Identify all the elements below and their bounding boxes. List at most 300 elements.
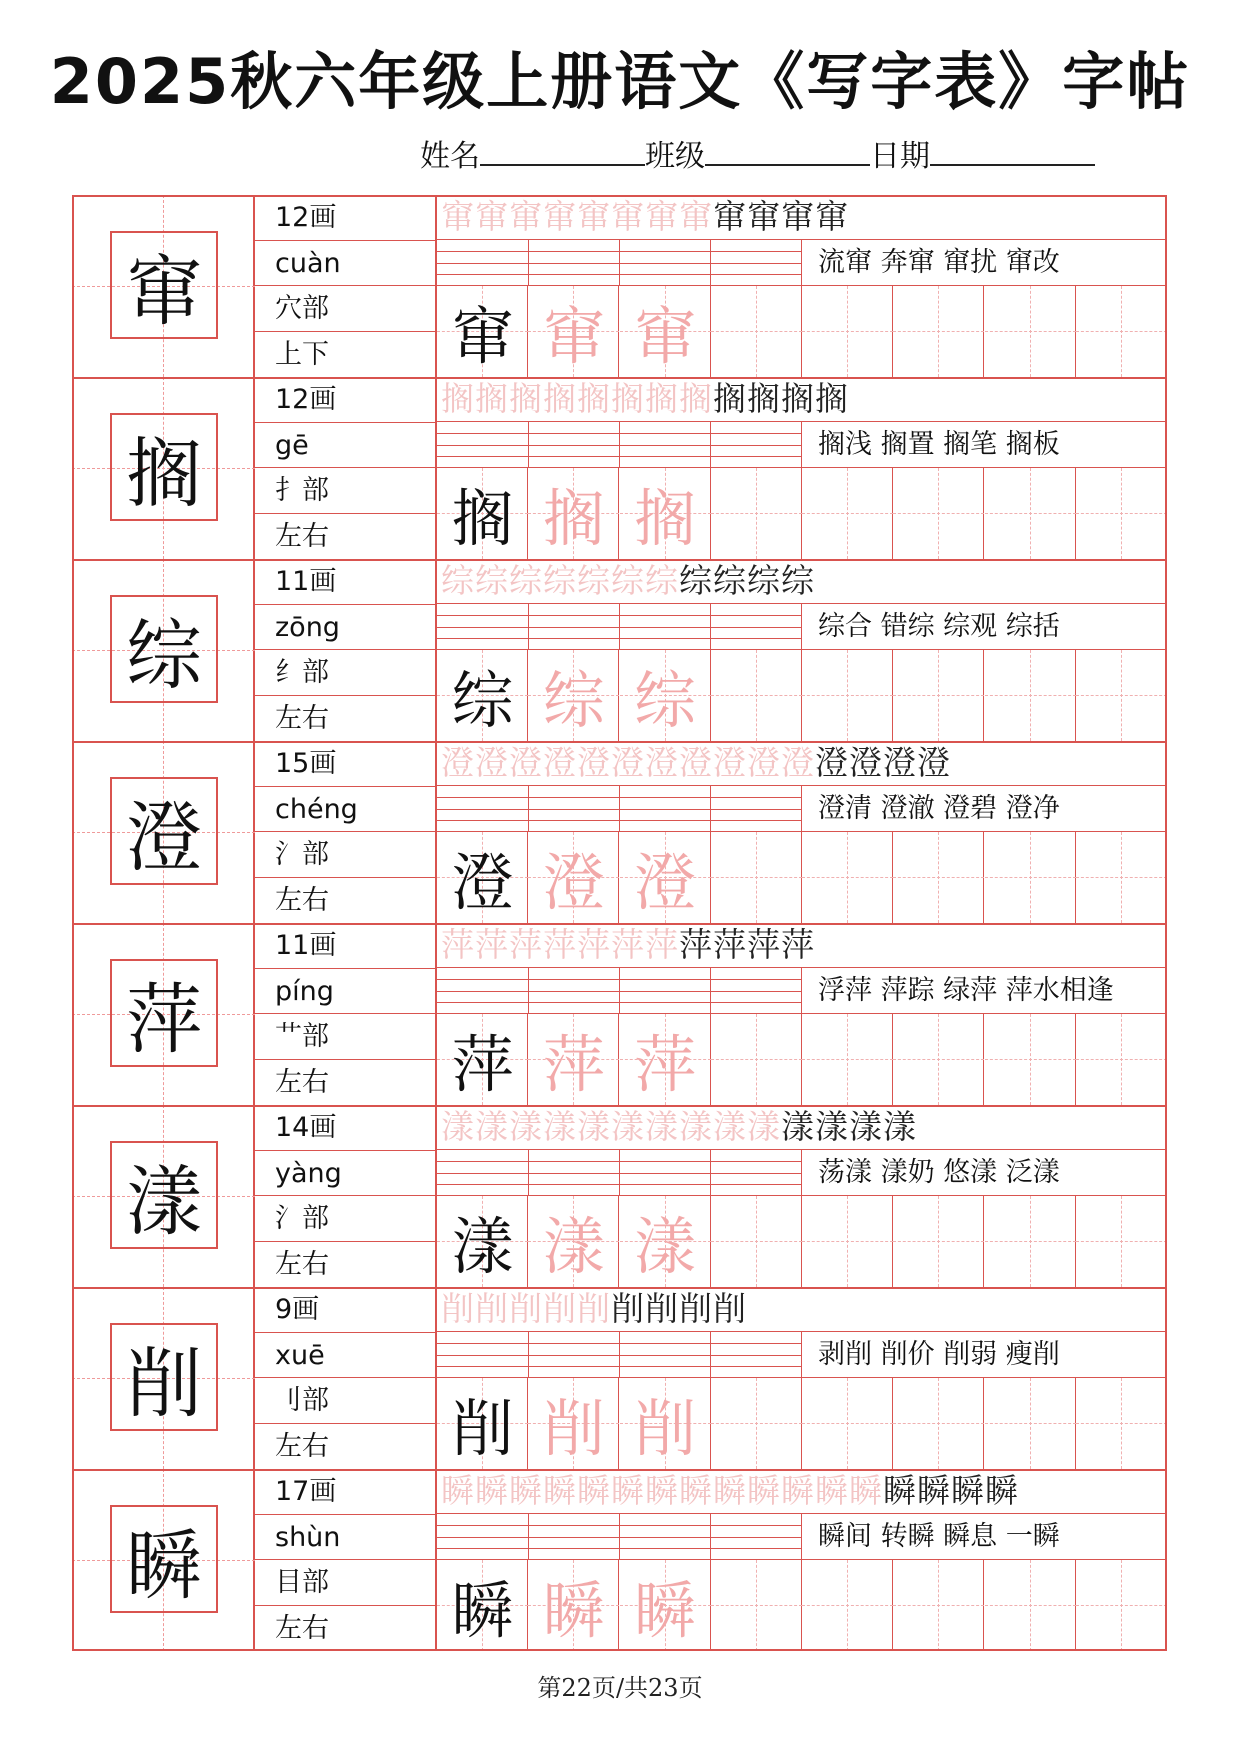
writing-box[interactable] — [437, 286, 528, 377]
stroke-step: 瞬 — [713, 1471, 747, 1510]
model-character: 削 — [451, 1392, 514, 1465]
stroke-step: 瞬 — [815, 1471, 849, 1510]
guide-line — [893, 1605, 984, 1606]
stroke-step: 削 — [441, 1289, 475, 1328]
info-strokes: 12画 — [255, 195, 437, 241]
guide-line — [1076, 1423, 1167, 1424]
big-character-cell — [72, 923, 255, 1105]
stroke-step: 漾 — [849, 1107, 883, 1146]
stroke-step: 瞬 — [985, 1471, 1019, 1510]
stroke-step: 萍 — [713, 925, 747, 964]
name-blank[interactable] — [480, 136, 645, 166]
writing-box[interactable] — [620, 1560, 711, 1651]
pinyin-divider — [619, 1332, 620, 1378]
writing-box[interactable] — [802, 468, 893, 559]
writing-box[interactable] — [1076, 1014, 1167, 1105]
guide-line — [802, 1605, 893, 1606]
writing-box[interactable] — [1076, 1196, 1167, 1287]
stroke-step: 澄 — [781, 743, 815, 782]
writing-box[interactable] — [802, 1196, 893, 1287]
trace-character: 窜 — [633, 300, 696, 373]
row-divider — [72, 377, 1167, 379]
date-blank[interactable] — [930, 136, 1095, 166]
character-row — [72, 377, 1167, 559]
example-words: 搁浅 搁置 搁笔 搁板 — [801, 422, 1167, 468]
stroke-step: 削 — [645, 1289, 679, 1328]
guide-line — [893, 695, 984, 696]
writing-box[interactable] — [711, 1378, 802, 1469]
pinyin-writing-grid[interactable] — [437, 604, 801, 650]
stroke-step: 漾 — [747, 1107, 781, 1146]
practice-area — [437, 923, 1167, 1105]
info-radical: 扌部 — [255, 468, 437, 514]
info-pinyin: gē — [255, 423, 437, 469]
guide-line — [985, 1605, 1076, 1606]
info-strokes: 15画 — [255, 741, 437, 787]
character-row — [72, 741, 1167, 923]
stroke-step: 削 — [611, 1289, 645, 1328]
guide-line — [1076, 1241, 1167, 1242]
guide-line — [802, 1241, 893, 1242]
trace-character: 削 — [542, 1392, 605, 1465]
stroke-order-row — [437, 923, 1167, 968]
info-strokes: 11画 — [255, 923, 437, 969]
stroke-step: 瞬 — [679, 1471, 713, 1510]
stroke-step: 综 — [475, 561, 509, 600]
row-divider — [72, 1105, 1167, 1107]
guide-line — [1076, 877, 1167, 878]
writing-box[interactable] — [437, 468, 528, 559]
stroke-step: 萍 — [679, 925, 713, 964]
big-character: 搁 — [110, 413, 218, 521]
stroke-step: 削 — [475, 1289, 509, 1328]
pinyin-divider — [710, 1150, 711, 1196]
pinyin-divider — [710, 968, 711, 1014]
stroke-step: 瞬 — [747, 1471, 781, 1510]
stroke-step: 萍 — [577, 925, 611, 964]
writing-box[interactable] — [802, 832, 893, 923]
guide-line — [1076, 1605, 1167, 1606]
trace-character: 瞬 — [542, 1574, 605, 1647]
trace-character: 漾 — [542, 1210, 605, 1283]
info-pinyin: yàng — [255, 1151, 437, 1197]
trace-character: 瞬 — [633, 1574, 696, 1647]
stroke-step: 综 — [543, 561, 577, 600]
pinyin-divider — [528, 1332, 529, 1378]
info-structure: 左右 — [275, 702, 329, 734]
pinyin-divider — [619, 968, 620, 1014]
stroke-step: 综 — [713, 561, 747, 600]
big-character-cell — [72, 741, 255, 923]
stroke-step: 综 — [645, 561, 679, 600]
big-character-cell — [72, 377, 255, 559]
writing-box[interactable] — [620, 1014, 711, 1105]
character-info — [255, 377, 437, 559]
character-info — [255, 1287, 437, 1469]
guide-line — [711, 1059, 802, 1060]
stroke-step: 削 — [713, 1289, 747, 1328]
writing-box[interactable] — [1076, 650, 1167, 741]
writing-box[interactable] — [1076, 1378, 1167, 1469]
example-words: 流窜 奔窜 窜扰 窜改 — [801, 240, 1167, 286]
pinyin-writing-grid[interactable] — [437, 1514, 801, 1560]
stroke-step: 削 — [577, 1289, 611, 1328]
stroke-step: 萍 — [441, 925, 475, 964]
info-strokes: 11画 — [255, 559, 437, 605]
stroke-step: 搁 — [475, 379, 509, 418]
class-blank[interactable] — [705, 136, 870, 166]
guide-line — [711, 331, 802, 332]
pinyin-writing-grid[interactable] — [437, 422, 801, 468]
stroke-step: 澄 — [679, 743, 713, 782]
pinyin-writing-grid[interactable] — [437, 786, 801, 832]
stroke-step: 搁 — [713, 379, 747, 418]
example-words: 浮萍 萍踪 绿萍 萍水相逢 — [801, 968, 1167, 1014]
writing-box[interactable] — [528, 832, 619, 923]
stroke-step: 澄 — [849, 743, 883, 782]
practice-area — [437, 559, 1167, 741]
writing-box[interactable] — [893, 1014, 984, 1105]
trace-character: 窜 — [542, 300, 605, 373]
row-divider — [72, 1287, 1167, 1289]
writing-box[interactable] — [711, 1560, 802, 1651]
writing-box[interactable] — [528, 468, 619, 559]
guide-line — [893, 1059, 984, 1060]
writing-box[interactable] — [528, 650, 619, 741]
stroke-step: 漾 — [713, 1107, 747, 1146]
info-structure: 左右 — [275, 1430, 329, 1462]
class-label: 班级 — [645, 139, 705, 174]
stroke-step: 窜 — [815, 197, 849, 236]
stroke-step: 澄 — [577, 743, 611, 782]
stroke-step: 澄 — [475, 743, 509, 782]
stroke-step: 澄 — [917, 743, 951, 782]
writing-box[interactable] — [711, 832, 802, 923]
character-info — [255, 741, 437, 923]
writing-box[interactable] — [437, 832, 528, 923]
stroke-step: 澄 — [883, 743, 917, 782]
writing-box[interactable] — [893, 286, 984, 377]
writing-box[interactable] — [985, 1196, 1076, 1287]
writing-box[interactable] — [620, 832, 711, 923]
stroke-step: 瞬 — [543, 1471, 577, 1510]
stroke-step: 搁 — [611, 379, 645, 418]
stroke-step: 漾 — [781, 1107, 815, 1146]
stroke-step: 瞬 — [883, 1471, 917, 1510]
row-divider — [72, 923, 1167, 925]
writing-box[interactable] — [1076, 1560, 1167, 1651]
guide-line — [985, 513, 1076, 514]
stroke-step: 窜 — [577, 197, 611, 236]
character-row — [72, 195, 1167, 377]
info-radical: 纟部 — [255, 650, 437, 696]
info-structure: 左右 — [275, 1066, 329, 1098]
guide-line — [711, 1241, 802, 1242]
stroke-step: 综 — [747, 561, 781, 600]
stroke-step: 窜 — [645, 197, 679, 236]
pinyin-writing-grid[interactable] — [437, 1150, 801, 1196]
big-character-cell — [72, 1287, 255, 1469]
writing-box[interactable] — [802, 286, 893, 377]
stroke-step: 搁 — [645, 379, 679, 418]
guide-line — [893, 331, 984, 332]
writing-box[interactable] — [1076, 832, 1167, 923]
stroke-step: 窜 — [475, 197, 509, 236]
guide-line — [802, 695, 893, 696]
stroke-step: 综 — [679, 561, 713, 600]
writing-box[interactable] — [620, 650, 711, 741]
stroke-step: 漾 — [543, 1107, 577, 1146]
info-pinyin: zōng — [255, 605, 437, 651]
info-structure: 左右 — [275, 884, 329, 916]
big-character: 萍 — [110, 959, 218, 1067]
model-character: 澄 — [451, 846, 514, 919]
stroke-step: 澄 — [713, 743, 747, 782]
trace-character: 削 — [633, 1392, 696, 1465]
writing-box[interactable] — [893, 832, 984, 923]
writing-box[interactable] — [802, 1560, 893, 1651]
writing-box[interactable] — [893, 1196, 984, 1287]
practice-sheet — [72, 195, 1167, 1651]
stroke-step: 澄 — [441, 743, 475, 782]
stroke-step: 澄 — [611, 743, 645, 782]
stroke-step: 漾 — [475, 1107, 509, 1146]
stroke-step: 搁 — [815, 379, 849, 418]
stroke-step: 漾 — [577, 1107, 611, 1146]
writing-box[interactable] — [985, 1014, 1076, 1105]
pinyin-divider — [528, 1514, 529, 1560]
writing-box[interactable] — [893, 650, 984, 741]
trace-character: 萍 — [633, 1028, 696, 1101]
big-character: 窜 — [110, 231, 218, 339]
character-row — [72, 1287, 1167, 1469]
info-strokes: 14画 — [255, 1105, 437, 1151]
character-info — [255, 559, 437, 741]
pinyin-divider — [710, 786, 711, 832]
model-character: 萍 — [451, 1028, 514, 1101]
stroke-step: 瞬 — [577, 1471, 611, 1510]
info-radical: 穴部 — [255, 286, 437, 332]
writing-box[interactable] — [620, 468, 711, 559]
stroke-step: 漾 — [441, 1107, 475, 1146]
example-words: 荡漾 漾奶 悠漾 泛漾 — [801, 1150, 1167, 1196]
student-info — [420, 136, 1095, 177]
guide-line — [985, 331, 1076, 332]
stroke-step: 窜 — [747, 197, 781, 236]
stroke-step: 萍 — [611, 925, 645, 964]
writing-box[interactable] — [711, 468, 802, 559]
stroke-order-row — [437, 1105, 1167, 1150]
pinyin-writing-grid[interactable] — [437, 1332, 801, 1378]
stroke-step: 萍 — [509, 925, 543, 964]
model-character: 漾 — [451, 1210, 514, 1283]
stroke-step: 澄 — [747, 743, 781, 782]
page-footer: 第22页/共23页 — [537, 1674, 703, 1702]
writing-box[interactable] — [985, 286, 1076, 377]
guide-line — [711, 877, 802, 878]
writing-box[interactable] — [711, 650, 802, 741]
guide-line — [893, 877, 984, 878]
stroke-step: 瞬 — [917, 1471, 951, 1510]
writing-box[interactable] — [528, 286, 619, 377]
stroke-step: 萍 — [543, 925, 577, 964]
writing-box[interactable] — [985, 1560, 1076, 1651]
writing-box[interactable] — [620, 286, 711, 377]
info-structure: 上下 — [275, 338, 329, 370]
big-character-cell — [72, 559, 255, 741]
guide-line — [1076, 331, 1167, 332]
guide-line — [985, 695, 1076, 696]
stroke-step: 窜 — [713, 197, 747, 236]
guide-line — [802, 877, 893, 878]
stroke-step: 窜 — [543, 197, 577, 236]
guide-line — [985, 1059, 1076, 1060]
info-radical: 艹部 — [255, 1014, 437, 1060]
guide-line — [985, 1241, 1076, 1242]
stroke-step: 漾 — [883, 1107, 917, 1146]
trace-character: 搁 — [633, 482, 696, 555]
trace-character: 漾 — [633, 1210, 696, 1283]
row-divider — [72, 559, 1167, 561]
pinyin-divider — [710, 1332, 711, 1378]
stroke-step: 萍 — [747, 925, 781, 964]
pinyin-divider — [710, 604, 711, 650]
model-character: 窜 — [451, 300, 514, 373]
guide-line — [802, 1059, 893, 1060]
writing-box[interactable] — [711, 1014, 802, 1105]
example-words: 澄清 澄澈 澄碧 澄净 — [801, 786, 1167, 832]
stroke-step: 瞬 — [951, 1471, 985, 1510]
info-radical: 氵部 — [255, 832, 437, 878]
info-radical: 刂部 — [255, 1378, 437, 1424]
guide-line — [802, 513, 893, 514]
stroke-step: 漾 — [611, 1107, 645, 1146]
writing-box[interactable] — [802, 1378, 893, 1469]
writing-box[interactable] — [437, 1014, 528, 1105]
pinyin-divider — [528, 422, 529, 468]
info-pinyin: chéng — [255, 787, 437, 833]
row-divider — [72, 741, 1167, 743]
stroke-step: 澄 — [815, 743, 849, 782]
model-character: 综 — [451, 664, 514, 737]
stroke-step: 澄 — [509, 743, 543, 782]
stroke-step: 搁 — [781, 379, 815, 418]
stroke-step: 瞬 — [611, 1471, 645, 1510]
writing-box[interactable] — [528, 1196, 619, 1287]
writing-box[interactable] — [985, 468, 1076, 559]
character-info — [255, 1469, 437, 1651]
stroke-order-row — [437, 1469, 1167, 1514]
character-info — [255, 195, 437, 377]
guide-line — [711, 695, 802, 696]
trace-character: 搁 — [542, 482, 605, 555]
guide-line — [893, 513, 984, 514]
writing-box[interactable] — [528, 1378, 619, 1469]
pinyin-writing-grid[interactable] — [437, 968, 801, 1014]
stroke-step: 漾 — [815, 1107, 849, 1146]
info-radical: 氵部 — [255, 1196, 437, 1242]
stroke-order-row — [437, 559, 1167, 604]
writing-box[interactable] — [985, 832, 1076, 923]
pinyin-divider — [528, 786, 529, 832]
info-radical: 目部 — [255, 1560, 437, 1606]
pinyin-divider — [528, 968, 529, 1014]
writing-box[interactable] — [437, 1378, 528, 1469]
model-character: 瞬 — [451, 1574, 514, 1647]
pinyin-divider — [710, 1514, 711, 1560]
stroke-step: 削 — [543, 1289, 577, 1328]
practice-area — [437, 1287, 1167, 1469]
writing-box[interactable] — [437, 1560, 528, 1651]
trace-character: 综 — [542, 664, 605, 737]
big-character-cell — [72, 1469, 255, 1651]
stroke-order-row — [437, 377, 1167, 422]
info-strokes: 17画 — [255, 1469, 437, 1515]
writing-box[interactable] — [711, 286, 802, 377]
pinyin-divider — [528, 240, 529, 286]
stroke-step: 漾 — [509, 1107, 543, 1146]
writing-box[interactable] — [893, 1378, 984, 1469]
info-pinyin: píng — [255, 969, 437, 1015]
guide-line — [893, 1423, 984, 1424]
pinyin-divider — [619, 604, 620, 650]
writing-box[interactable] — [528, 1560, 619, 1651]
writing-box[interactable] — [802, 650, 893, 741]
guide-line — [711, 1423, 802, 1424]
stroke-step: 窜 — [781, 197, 815, 236]
model-character: 搁 — [451, 482, 514, 555]
guide-line — [711, 513, 802, 514]
character-row — [72, 1469, 1167, 1651]
writing-box[interactable] — [1076, 286, 1167, 377]
page-title: 2025秋六年级上册语文《写字表》字帖 — [49, 45, 1191, 118]
trace-character: 萍 — [542, 1028, 605, 1101]
practice-area — [437, 195, 1167, 377]
stroke-step: 搁 — [509, 379, 543, 418]
writing-box[interactable] — [893, 1560, 984, 1651]
stroke-step: 澄 — [543, 743, 577, 782]
pinyin-writing-grid[interactable] — [437, 240, 801, 286]
writing-box[interactable] — [620, 1378, 711, 1469]
stroke-step: 搁 — [747, 379, 781, 418]
writing-box[interactable] — [1076, 468, 1167, 559]
guide-line — [1076, 1059, 1167, 1060]
stroke-step: 综 — [441, 561, 475, 600]
writing-box[interactable] — [528, 1014, 619, 1105]
writing-box[interactable] — [893, 468, 984, 559]
writing-box[interactable] — [620, 1196, 711, 1287]
writing-box[interactable] — [985, 1378, 1076, 1469]
writing-box[interactable] — [802, 1014, 893, 1105]
stroke-step: 搁 — [543, 379, 577, 418]
pinyin-divider — [619, 422, 620, 468]
pinyin-divider — [619, 1514, 620, 1560]
stroke-order-row — [437, 195, 1167, 240]
guide-line — [985, 1423, 1076, 1424]
pinyin-divider — [710, 240, 711, 286]
stroke-step: 窜 — [679, 197, 713, 236]
stroke-step: 瞬 — [849, 1471, 883, 1510]
writing-box[interactable] — [711, 1196, 802, 1287]
guide-line — [985, 877, 1076, 878]
pinyin-divider — [528, 1150, 529, 1196]
big-character: 削 — [110, 1323, 218, 1431]
date-label: 日期 — [870, 139, 930, 174]
writing-box[interactable] — [985, 650, 1076, 741]
writing-box[interactable] — [437, 1196, 528, 1287]
stroke-step: 削 — [509, 1289, 543, 1328]
writing-box[interactable] — [437, 650, 528, 741]
